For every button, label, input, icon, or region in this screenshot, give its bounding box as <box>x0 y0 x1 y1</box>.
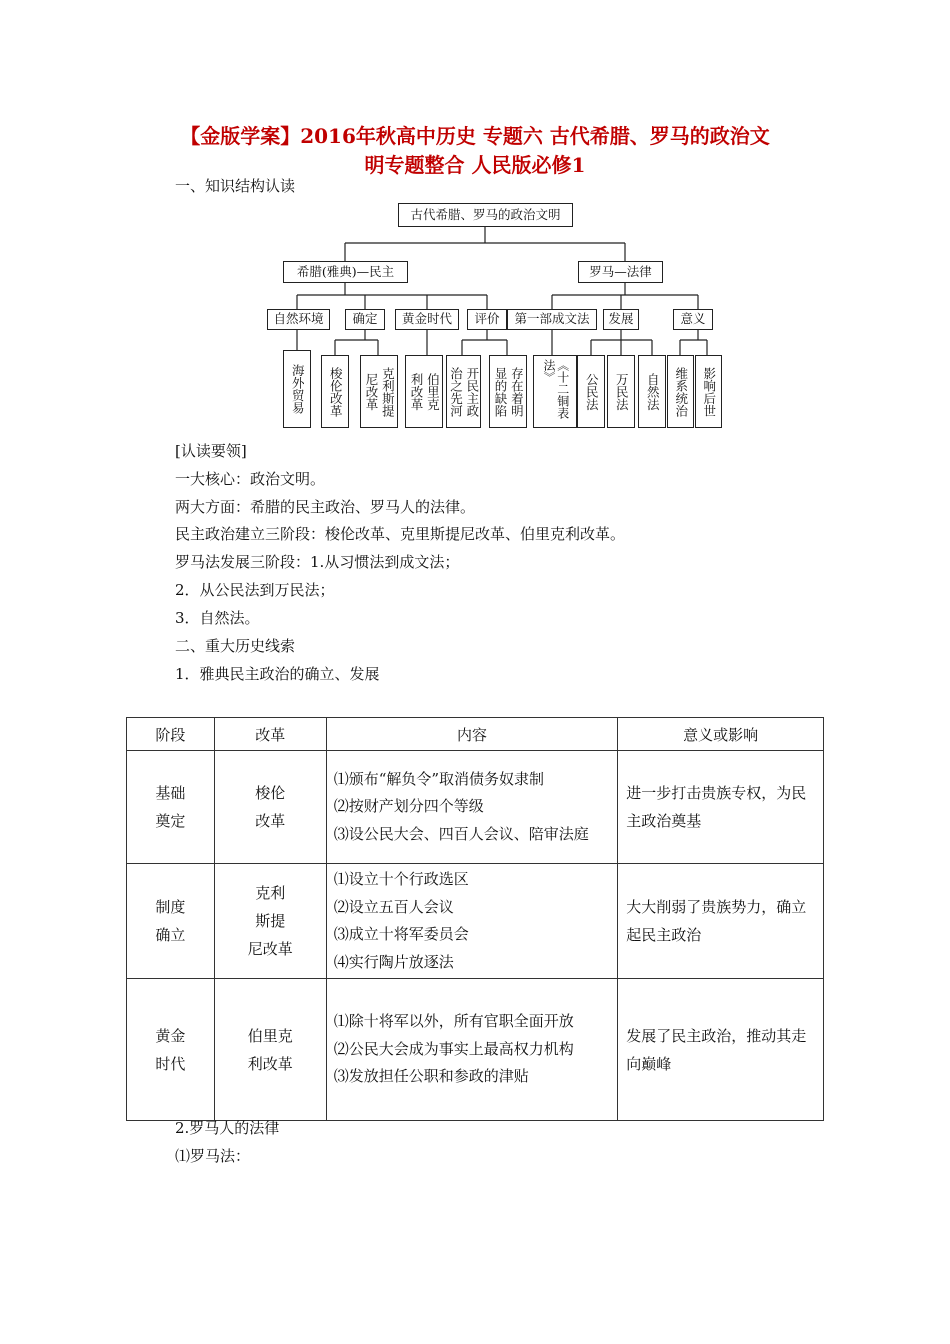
content-item: ⑶成立十将军委员会 <box>333 925 469 943</box>
cell-line: 时代 <box>155 1054 186 1073</box>
table-row <box>127 751 824 864</box>
content-item: ⑵设立五百人会议 <box>333 897 454 916</box>
tree-node-first-written-law: 第一部成文法 <box>507 309 597 330</box>
table-header-cell: 阶段 <box>127 718 215 751</box>
tree-leaf-pioneer-democracy <box>446 355 481 428</box>
tree-leaf-text: 存在着明 <box>509 366 525 417</box>
tree-leaf-text: 利改革 <box>409 372 424 411</box>
tree-leaf-maintain-rule <box>667 355 694 428</box>
tree-leaf-overseas-trade <box>283 350 311 428</box>
tree-leaf-text: 梭伦改革 <box>328 366 344 417</box>
section-heading-2: 二、重大历史线索 <box>175 637 296 655</box>
content-item: ⑵按财产划分四个等级 <box>333 797 484 816</box>
paragraph: 一大核心：政治文明。 <box>175 470 326 488</box>
content-cell <box>326 864 618 979</box>
title-line-2: 明专题整合 人民版必修1 <box>364 153 586 177</box>
paragraph: 3．自然法。 <box>175 609 260 627</box>
tree-leaf-text: 尼改革 <box>364 372 379 411</box>
meaning-cell: 进一步打击贵族专权，为民主政治奠基 <box>618 751 824 864</box>
knowledge-structure-diagram <box>255 195 735 440</box>
subsection-heading: 1．雅典民主政治的确立、发展 <box>175 665 380 683</box>
tree-leaf-text: 克利斯提 <box>380 366 396 417</box>
tree-leaf-cleisthenes-reform <box>360 355 398 428</box>
tree-leaf-solon-reform <box>321 355 349 428</box>
paragraph: 两大方面：希腊的民主政治、罗马人的法律。 <box>175 498 476 516</box>
content-item: ⑴设立十个行政选区 <box>333 870 469 888</box>
tree-leaf-civil-law <box>577 355 605 428</box>
tree-leaf-text: 治之先河 <box>448 366 464 417</box>
table-header-cell: 意义或影响 <box>618 718 824 751</box>
paragraph: 民主政治建立三阶段：梭伦改革、克里斯提尼改革、伯里克利改革。 <box>175 525 626 543</box>
cell-line: 黄金 <box>155 1026 186 1045</box>
cell-line: 确立 <box>155 926 186 944</box>
cell-line: 伯里克 <box>247 1026 293 1045</box>
subsection-heading: 2.罗马人的法律 <box>175 1119 280 1137</box>
cell-line: 基础 <box>155 784 186 802</box>
stage-cell <box>127 979 215 1121</box>
content-item: ⑴除十将军以外，所有官职全面开放 <box>333 1012 574 1031</box>
table-row <box>127 864 824 979</box>
tree-leaf-influence-future <box>695 355 722 428</box>
meaning-cell: 发展了民主政治，推动其走向巅峰 <box>618 979 824 1121</box>
tree-leaf-obvious-flaws <box>489 355 527 428</box>
cell-line: 改革 <box>255 812 286 830</box>
table-header-cell: 内容 <box>326 718 618 751</box>
table-header-cell: 改革 <box>214 718 326 751</box>
athens-democracy-table <box>126 717 824 1121</box>
tree-leaf-text: 维系统治 <box>673 366 689 417</box>
content-item: ⑴颁布“解负令”取消债务奴隶制 <box>333 769 545 788</box>
tree-leaf-text: 海外贸易 <box>290 364 306 414</box>
content-cell <box>326 751 618 864</box>
tree-node-establishment: 确定 <box>345 309 385 330</box>
reading-tips-heading: [认读要领] <box>175 442 247 460</box>
tree-leaf-natural-law <box>638 355 666 428</box>
tree-node-golden-age: 黄金时代 <box>395 309 459 330</box>
tree-node-development: 发展 <box>603 309 639 330</box>
cell-line: 奠定 <box>155 812 186 830</box>
document-title <box>130 122 820 180</box>
cell-line: 梭伦 <box>255 784 286 802</box>
tree-node-greece: 希腊(雅典)—民主 <box>283 261 408 283</box>
stage-cell <box>127 864 215 979</box>
tree-leaf-text: 显的缺陷 <box>493 366 508 417</box>
reform-cell <box>214 751 326 864</box>
paragraph: 2．从公民法到万民法； <box>175 581 335 599</box>
tree-leaf-text: 开民主政 <box>464 366 480 417</box>
content-item: ⑶设公民大会、四百人会议、陪审法庭 <box>333 824 589 843</box>
cell-line: 斯提 <box>255 912 286 930</box>
tree-leaf-law-of-nations <box>607 355 635 428</box>
stage-cell <box>127 751 215 864</box>
tree-root-node: 古代希腊、罗马的政治文明 <box>398 203 573 227</box>
tree-leaf-text: 自然法 <box>645 372 661 411</box>
reform-cell <box>214 979 326 1121</box>
tree-leaf-text: 公民法 <box>584 372 600 411</box>
section-heading-1: 一、知识结构认读 <box>175 177 296 195</box>
tree-leaf-text: 万民法 <box>614 372 630 411</box>
content-item: ⑶发放担任公职和参政的津贴 <box>333 1067 529 1086</box>
subsection-item: ⑴罗马法： <box>175 1147 251 1165</box>
tree-leaf-text: 影响后世 <box>701 366 717 417</box>
content-item: ⑵公民大会成为事实上最高权力机构 <box>333 1039 574 1058</box>
tree-node-significance: 意义 <box>673 309 713 330</box>
cell-line: 克利 <box>255 884 286 902</box>
paragraph: 罗马法发展三阶段：1.从习惯法到成文法； <box>175 553 460 571</box>
reform-cell <box>214 864 326 979</box>
cell-line: 制度 <box>155 898 186 916</box>
tree-leaf-text: 伯里克 <box>425 372 441 411</box>
tree-leaf-text: 《十二铜表法》 <box>542 358 570 419</box>
table-row <box>127 979 824 1121</box>
cell-line: 利改革 <box>247 1054 293 1073</box>
tree-node-evaluation: 评价 <box>467 309 507 330</box>
cell-line: 尼改革 <box>247 940 293 958</box>
title-line-1: 【金版学案】2016年秋高中历史 专题六 古代希腊、罗马的政治文 <box>180 124 770 148</box>
meaning-cell: 大大削弱了贵族势力，确立起民主政治 <box>618 864 824 979</box>
content-item: ⑷实行陶片放逐法 <box>333 952 454 971</box>
table-header-row <box>127 718 824 751</box>
tree-leaf-twelve-tables <box>533 355 577 428</box>
tree-leaf-pericles-reform <box>405 355 443 428</box>
tree-node-natural-environment: 自然环境 <box>267 309 330 330</box>
content-cell <box>326 979 618 1121</box>
tree-node-rome: 罗马—法律 <box>578 261 663 283</box>
